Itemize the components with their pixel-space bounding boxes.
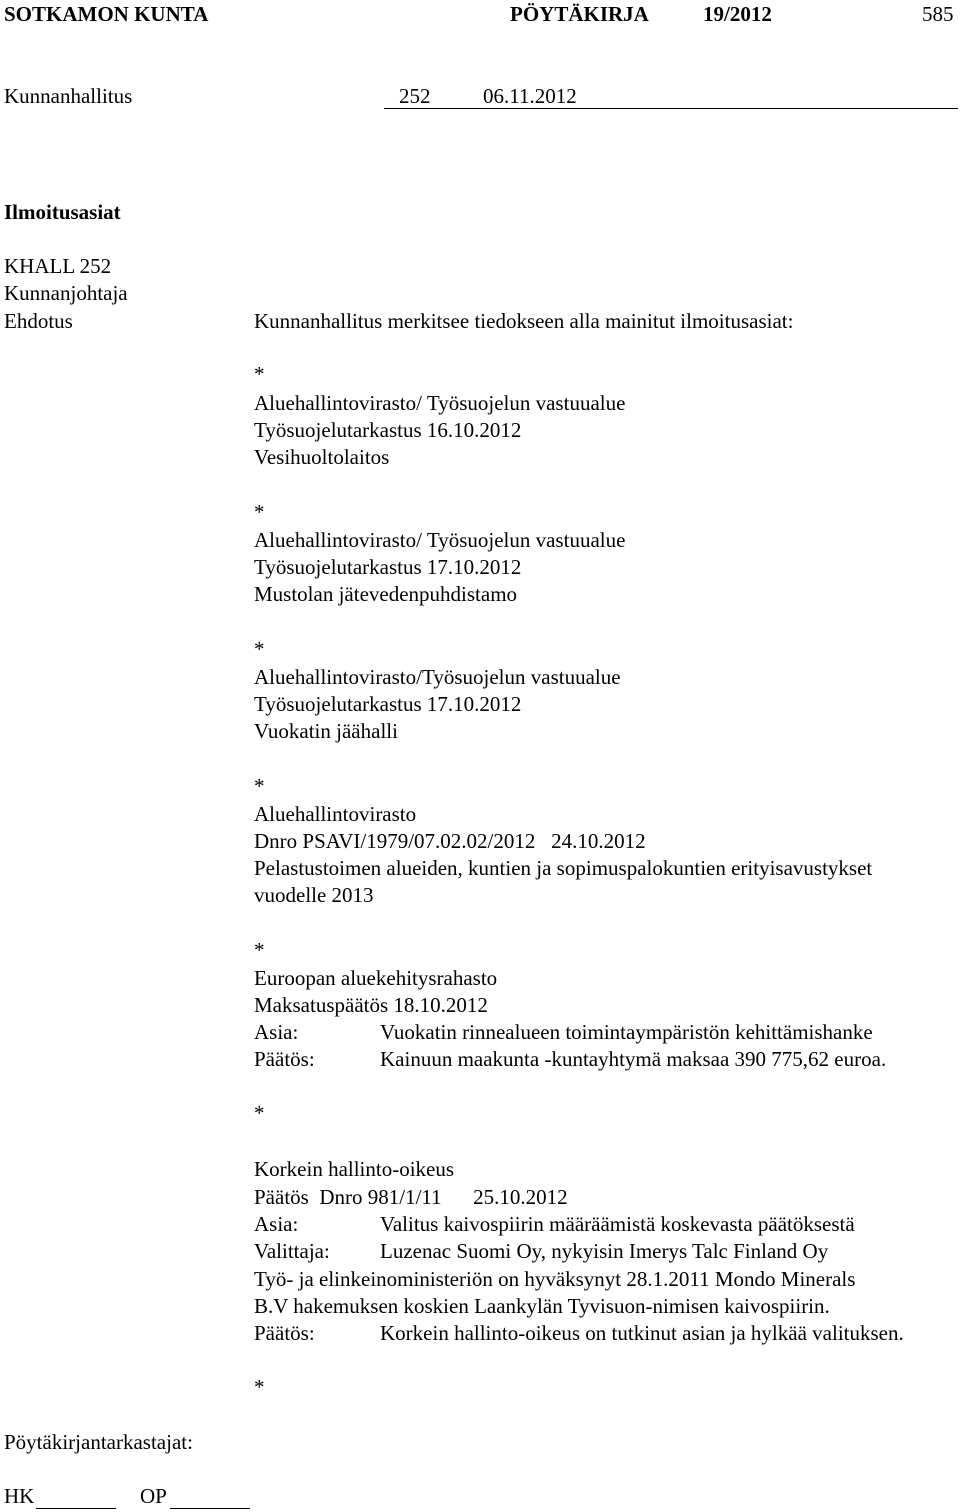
item-line: Mustolan jätevedenpuhdistamo [254,582,518,606]
item-line: B.V hakemuksen koskien Laankylän Tyvisuon-nimisen kaivospiirin. [254,1294,830,1318]
item-bullet: * [254,362,265,386]
presenter-role: Kunnanjohtaja [4,281,128,305]
page-number: 585 [922,2,954,26]
document-number: 19/2012 [703,2,772,26]
item-line: Vuokatin jäähalli [254,719,398,743]
item-line: Aluehallintovirasto/ Työsuojelun vastuualue [254,391,626,415]
field-value: Vuokatin rinnealueen toimintaympäristön kehittämishanke [380,1020,873,1044]
field-value: Korkein hallinto-oikeus on tutkinut asian ja hylkää valituksen. [380,1321,904,1345]
field-label: Asia: [254,1212,299,1236]
signature-line-1 [36,1508,116,1509]
proposal-label: Ehdotus [4,309,73,333]
municipality-name: SOTKAMON KUNTA [4,2,209,26]
section-number: 252 [399,84,431,108]
item-line: Vesihuoltolaitos [254,445,390,469]
item-line: Pelastustoimen alueiden, kuntien ja sopimuspalokuntien erityisavustykset [254,856,873,880]
field-label: Asia: [254,1020,299,1044]
header-rule [384,108,958,109]
item-line: Euroopan aluekehitysrahasto [254,966,498,990]
item-line: Maksatuspäätös 18.10.2012 [254,993,488,1017]
field-value: Kainuun maakunta -kuntayhtymä maksaa 390 775,62 euroa. [380,1047,887,1071]
item-line: Dnro PSAVI/1979/07.02.02/2012 24.10.2012 [254,829,646,853]
document-type: PÖYTÄKIRJA [510,2,649,26]
item-bullet: * [254,1101,265,1125]
item-line: Työsuojelutarkastus 17.10.2012 [254,555,522,579]
item-bullet: * [254,774,265,798]
field-label: Päätös: [254,1047,315,1071]
item-line: Korkein hallinto-oikeus [254,1157,455,1181]
field-value: Valitus kaivospiirin määräämistä koskevasta päätöksestä [380,1212,855,1236]
page-title: Ilmoitusasiat [4,200,121,224]
intro-text: Kunnanhallitus merkitsee tiedokseen alla mainitut ilmoitusasiat: [254,309,794,333]
item-bullet: * [254,637,265,661]
item-bullet: * [254,938,265,962]
item-line: Aluehallintovirasto [254,802,417,826]
item-field-row [254,1241,828,1262]
signature-line-2 [170,1508,250,1509]
meeting-body: Kunnanhallitus [4,84,133,108]
checker-initials-1: HK [4,1484,35,1508]
item-bullet: * [254,500,265,524]
item-line: Aluehallintovirasto/Työsuojelun vastuualue [254,665,621,689]
item-field-row [254,1022,873,1043]
field-label: Päätös: [254,1321,315,1345]
item-line: Työsuojelutarkastus 17.10.2012 [254,692,522,716]
item-line: Päätös Dnro 981/1/11 25.10.2012 [254,1185,568,1209]
item-line: Työ- ja elinkeinoministeriön on hyväksynyt 28.1.2011 Mondo Minerals [254,1267,856,1291]
minutes-checkers-label: Pöytäkirjantarkastajat: [4,1430,193,1454]
item-line: Aluehallintovirasto/ Työsuojelun vastuualue [254,528,626,552]
checker-initials-2: OP [140,1484,167,1508]
item-field-row [254,1214,855,1235]
item-field-row [254,1049,886,1070]
item-field-row [254,1323,904,1344]
item-line: vuodelle 2013 [254,883,374,907]
item-line: Työsuojelutarkastus 16.10.2012 [254,418,522,442]
meeting-date: 06.11.2012 [483,84,577,108]
end-bullet: * [254,1375,265,1399]
field-label: Valittaja: [254,1239,330,1263]
section-reference: KHALL 252 [4,254,112,278]
field-value: Luzenac Suomi Oy, nykyisin Imerys Talc Finland Oy [380,1239,829,1263]
